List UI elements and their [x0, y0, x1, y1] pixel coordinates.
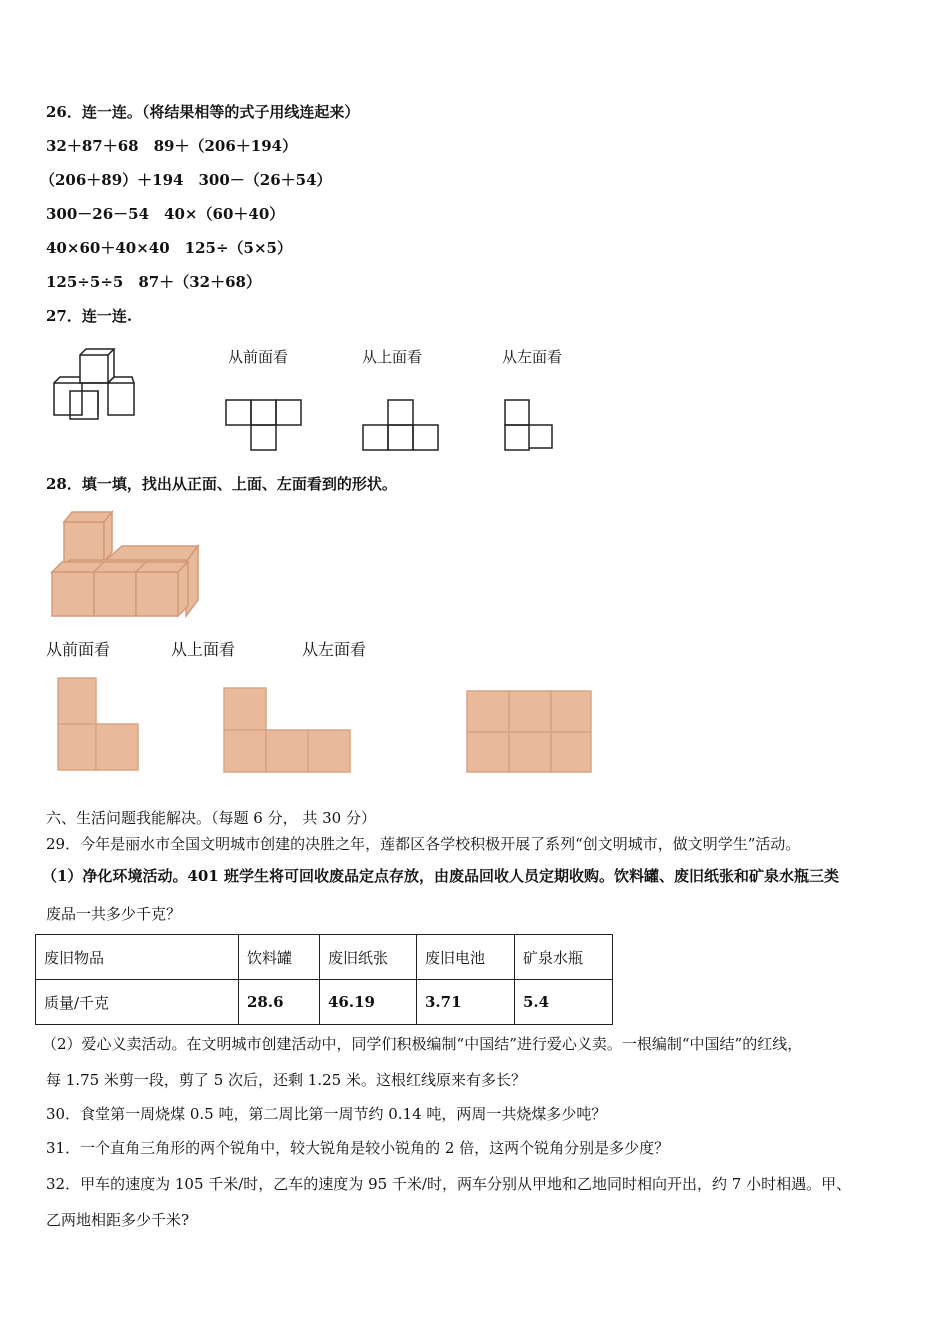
q27-title: 27．连一连.: [46, 307, 133, 325]
q26-row-5: 125÷5÷5 87＋（32＋68）: [46, 273, 261, 291]
q32-line1: 32．甲车的速度为 105 千米/时，乙车的速度为 95 千米/时，两车分别从甲地和乙地同时相向开出，约 7 小时相遇。甲、: [46, 1175, 852, 1193]
table-row: [36, 980, 613, 1025]
q26-title: 26．连一连。（将结果相等的式子用线连起来）: [46, 103, 360, 121]
q27-left-view-label: 从左面看: [502, 348, 563, 366]
q28-left-view-shape: [464, 688, 596, 776]
q26-row-2: （206＋89）＋194 300－（26＋54）: [40, 171, 332, 189]
table-header-cell: 废旧物品: [36, 935, 239, 980]
q26-row-3: 300－26－54 40×（60＋40）: [46, 205, 285, 223]
q27-front-view-shape: [222, 396, 304, 452]
q28-left-view-label: 从左面看: [302, 640, 367, 659]
q29-part2-line2: 每 1.75 米剪一段，剪了 5 次后，还剩 1.25 米。这根红线原来有多长？: [46, 1071, 526, 1089]
q28-front-view-shape: [54, 674, 144, 774]
q28-top-view-shape: [220, 684, 354, 776]
q28-front-view-label: 从前面看: [46, 640, 111, 659]
table-cell: 5.4: [515, 980, 613, 1025]
table-header-cell: 矿泉水瓶: [515, 935, 613, 980]
q26-row-1: 32＋87＋68 89＋（206＋194）: [46, 137, 298, 155]
q28-top-view-label: 从上面看: [171, 640, 236, 659]
q29-part2-line1: （2）爱心义卖活动。在文明城市创建活动中，同学们积极编制“中国结”进行爱心义卖。一根编制“中国结”的红线，: [42, 1035, 803, 1053]
q28-solid-figure: [48, 508, 206, 620]
q29-waste-table: [35, 934, 613, 1025]
q26-row-4: 40×60＋40×40 125÷（5×5）: [46, 239, 292, 257]
q27-solid-figure: [50, 345, 140, 425]
q30-text: 30．食堂第一周烧煤 0.5 吨，第二周比第一周节约 0.14 吨，两周一共烧煤多少吨？: [46, 1105, 607, 1123]
table-header-cell: 饮料罐: [239, 935, 320, 980]
q27-top-view-label: 从上面看: [362, 348, 423, 366]
table-cell: 28.6: [239, 980, 320, 1025]
q31-text: 31．一个直角三角形的两个锐角中，较大锐角是较小锐角的 2 倍，这两个锐角分别是多少度？: [46, 1139, 670, 1157]
q32-line2: 乙两地相距多少千米?: [46, 1211, 190, 1229]
table-header-cell: 废旧电池: [417, 935, 515, 980]
q27-top-view-shape: [361, 396, 441, 452]
table-header-row: [36, 935, 613, 980]
q27-left-view-shape: [502, 396, 556, 452]
q28-title: 28．填一填，找出从正面、上面、左面看到的形状。: [46, 475, 397, 493]
table-cell: 46.19: [320, 980, 417, 1025]
table-header-cell: 废旧纸张: [320, 935, 417, 980]
q29-title: 29．今年是丽水市全国文明城市创建的决胜之年，莲都区各学校积极开展了系列“创文明城市，做文明学生”活动。: [46, 835, 801, 853]
section6-title: 六、生活问题我能解决。（每题 6 分， 共 30 分）: [46, 809, 376, 827]
q27-front-view-label: 从前面看: [228, 348, 289, 366]
q29-part1-line2: 废品一共多少千克？: [46, 905, 182, 923]
table-cell: 质量/千克: [36, 980, 239, 1025]
table-cell: 3.71: [417, 980, 515, 1025]
q29-part1-line1: （1）净化环境活动。401 班学生将可回收废品定点存放，由废品回收人员定期收购。饮料罐、废旧纸张和矿泉水瓶三类: [42, 867, 839, 885]
